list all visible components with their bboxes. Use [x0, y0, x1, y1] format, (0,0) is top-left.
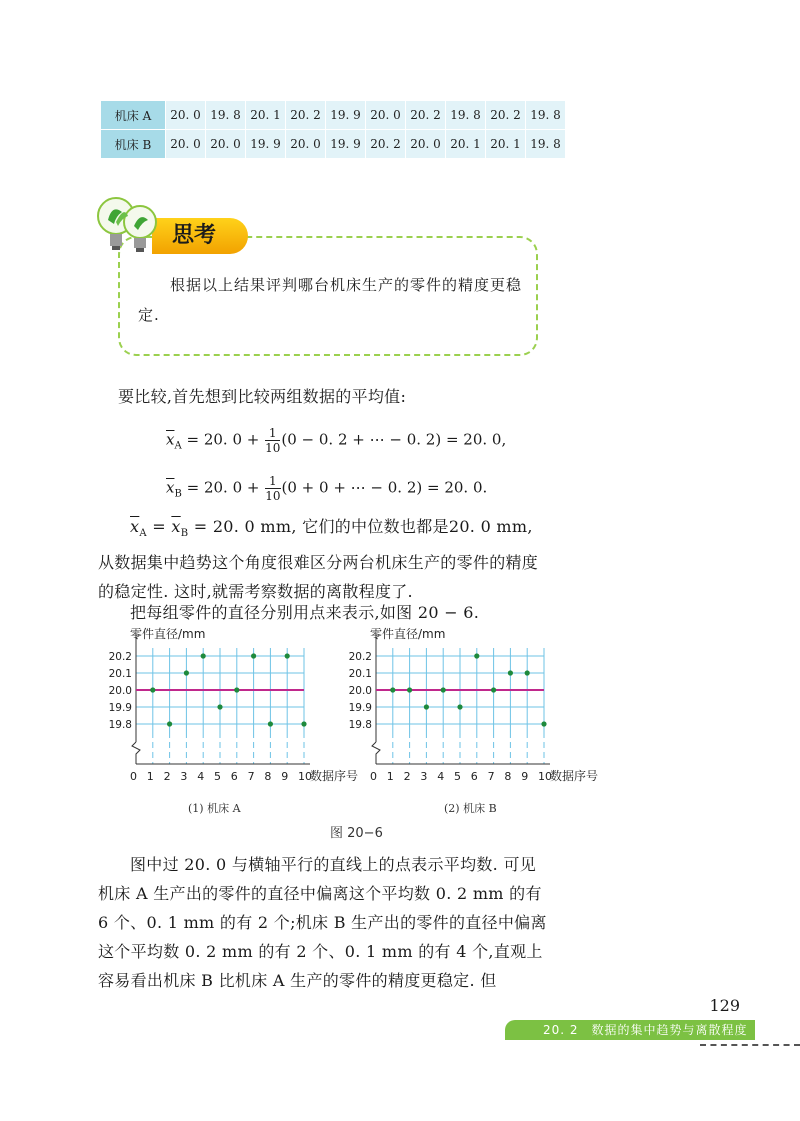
x-tick-label: 10 [538, 770, 552, 783]
axis-break [372, 742, 380, 764]
data-point [268, 721, 273, 726]
footer-section-title: 20. 2 数据的集中趋势与离散程度 [505, 1020, 755, 1040]
x-tick-label: 9 [281, 770, 289, 783]
data-point [234, 687, 239, 692]
p1-rest: = 20. 0 mm, 它们的中位数也都是20. 0 mm,从数据集中趋势这个角度很难区分两台机床生产的零件的精度的稳定性. 这时,就需考察数据的离散程度了. [98, 517, 539, 602]
data-point [525, 670, 530, 675]
x-axis-label: 数据序号 [550, 769, 599, 783]
table-cell: 20. 2 [406, 101, 446, 130]
x-tick-label: 6 [470, 770, 478, 783]
y-tick-label: 19.8 [108, 719, 132, 731]
y-tick-label: 19.8 [348, 719, 372, 731]
table-cell: 20. 2 [486, 101, 526, 130]
data-point [457, 704, 462, 709]
y-axis-label: 零件直径/mm [370, 627, 446, 641]
formula-b-post: (0 + 0 + ⋯ − 0. 2) = 20. 0. [281, 478, 488, 497]
formula-b-den: 10 [265, 489, 281, 503]
table-row [101, 130, 566, 159]
data-point [474, 653, 479, 658]
formula-a-pre: = 20. 0 + [186, 430, 260, 449]
p1-xa: $\overline{x}$ [130, 517, 140, 536]
y-tick-label: 20.0 [108, 685, 132, 697]
table-cell: 19. 8 [206, 101, 246, 130]
formula-b-fraction [265, 474, 280, 503]
table-cell: 20. 0 [166, 130, 206, 159]
x-tick-label: 5 [214, 770, 221, 783]
data-point [424, 704, 429, 709]
x-tick-label: 5 [454, 770, 461, 783]
table-cell: 20. 0 [206, 130, 246, 159]
x-tick-label: 3 [180, 770, 188, 783]
intro-text: 要比较,首先想到比较两组数据的平均值: [118, 387, 407, 406]
table-cell: 20. 0 [366, 101, 406, 130]
x-tick-label: 10 [298, 770, 312, 783]
p1-eq: = [152, 517, 166, 536]
figure-caption: 图 20−6 [330, 826, 383, 841]
p1-sub-a: A [139, 528, 147, 540]
table-cell: 20. 1 [446, 130, 486, 159]
y-axis-label: 零件直径/mm [130, 627, 206, 641]
paragraph-3: 图中过 20. 0 与横轴平行的直线上的点表示平均数. 可见机床 A 生产出的零件的直径中偏离这个平均数 0. 2 mm 的有 6 个、0. 1 mm 的有 2 个;机床 B 生产出的零件的直径中偏离这个平均数 0. 2 mm 的有 2 个、0. 1 mm 的有 4 个,直观上容易看出机床 B 比机床 A 生产的零件的精度更稳定. 但 [98, 855, 547, 990]
x-tick-label: 4 [197, 770, 205, 783]
x-tick-label: 3 [420, 770, 428, 783]
data-point [251, 653, 256, 658]
table-cell: 19. 9 [246, 130, 286, 159]
y-tick-label: 20.0 [348, 685, 372, 697]
x-tick-label: 0 [370, 770, 377, 783]
p1-sub-b: B [180, 528, 189, 540]
data-point [508, 670, 513, 675]
data-point [441, 687, 446, 692]
table-cell: 20. 2 [286, 101, 326, 130]
think-title: 思考 [152, 218, 248, 254]
x-tick-label: 4 [437, 770, 445, 783]
table-cell: 19. 9 [326, 101, 366, 130]
formula-b-x: $\overline{x}$ [166, 478, 175, 497]
data-point [301, 721, 306, 726]
table-cell: 20. 2 [366, 130, 406, 159]
formula-a [166, 426, 506, 455]
x-tick-label: 1 [146, 770, 154, 783]
data-point [150, 687, 155, 692]
formula-a-num: 1 [265, 426, 280, 441]
y-tick-label: 20.2 [108, 651, 132, 663]
formula-b-num: 1 [265, 474, 280, 489]
x-tick-label: 8 [504, 770, 512, 783]
data-point [217, 704, 222, 709]
data-point [167, 721, 172, 726]
scatter-chart-machine-a [108, 624, 359, 824]
y-tick-label: 19.9 [108, 702, 132, 714]
formula-b-pre: = 20. 0 + [186, 478, 260, 497]
chart-a-caption: (1) 机床 A [188, 802, 241, 815]
formula-a-den: 10 [265, 441, 281, 455]
p1-xb: $\overline{x}$ [171, 517, 181, 536]
x-tick-label: 6 [230, 770, 238, 783]
table-cell: 20. 0 [286, 130, 326, 159]
page-number: 129 [709, 996, 740, 1015]
table-cell: 20. 0 [166, 101, 206, 130]
table-cell: 20. 1 [486, 130, 526, 159]
scatter-chart-machine-b [350, 624, 620, 824]
x-axis-label: 数据序号 [310, 769, 359, 783]
x-tick-label: 7 [487, 770, 495, 783]
formula-a-x: $\overline{x}$ [166, 430, 175, 449]
paragraph-2: 把每组零件的直径分别用点来表示,如图 20 − 6. [130, 603, 480, 622]
axis-break [132, 742, 140, 764]
data-point [285, 653, 290, 658]
y-tick-label: 20.1 [108, 668, 132, 680]
x-tick-label: 7 [247, 770, 255, 783]
lightbulb-icon [94, 192, 164, 258]
y-tick-label: 19.9 [348, 702, 372, 714]
formula-a-fraction [265, 426, 280, 455]
table-row [101, 101, 566, 130]
x-tick-label: 9 [521, 770, 529, 783]
data-point [491, 687, 496, 692]
table-cell: 19. 9 [326, 130, 366, 159]
x-tick-label: 8 [264, 770, 272, 783]
paragraph-1 [98, 512, 548, 606]
table-cell: 19. 8 [446, 101, 486, 130]
formula-b-sub: B [174, 488, 182, 500]
y-tick-label: 20.1 [348, 668, 372, 680]
table-row-header: 机床 B [101, 130, 166, 159]
data-point [407, 687, 412, 692]
table-cell: 20. 1 [246, 101, 286, 130]
data-point [541, 721, 546, 726]
data-point [184, 670, 189, 675]
formula-a-sub: A [174, 440, 182, 452]
chart-b-caption: (2) 机床 B [444, 802, 497, 815]
x-tick-label: 2 [403, 770, 411, 783]
x-tick-label: 2 [163, 770, 171, 783]
x-tick-label: 0 [130, 770, 137, 783]
y-tick-label: 20.2 [348, 651, 372, 663]
table-cell: 20. 0 [406, 130, 446, 159]
think-text: 根据以上结果评判哪台机床生产的零件的精度更稳定. [138, 276, 523, 324]
data-table [100, 100, 566, 159]
x-tick-label: 1 [386, 770, 394, 783]
formula-a-post: (0 − 0. 2 + ⋯ − 0. 2) = 20. 0, [281, 430, 507, 449]
footer-dots [700, 1044, 800, 1046]
data-point [201, 653, 206, 658]
table-cell: 19. 8 [526, 101, 566, 130]
table-row-header: 机床 A [101, 101, 166, 130]
table-cell: 19. 8 [526, 130, 566, 159]
formula-b [166, 474, 487, 503]
data-point [390, 687, 395, 692]
